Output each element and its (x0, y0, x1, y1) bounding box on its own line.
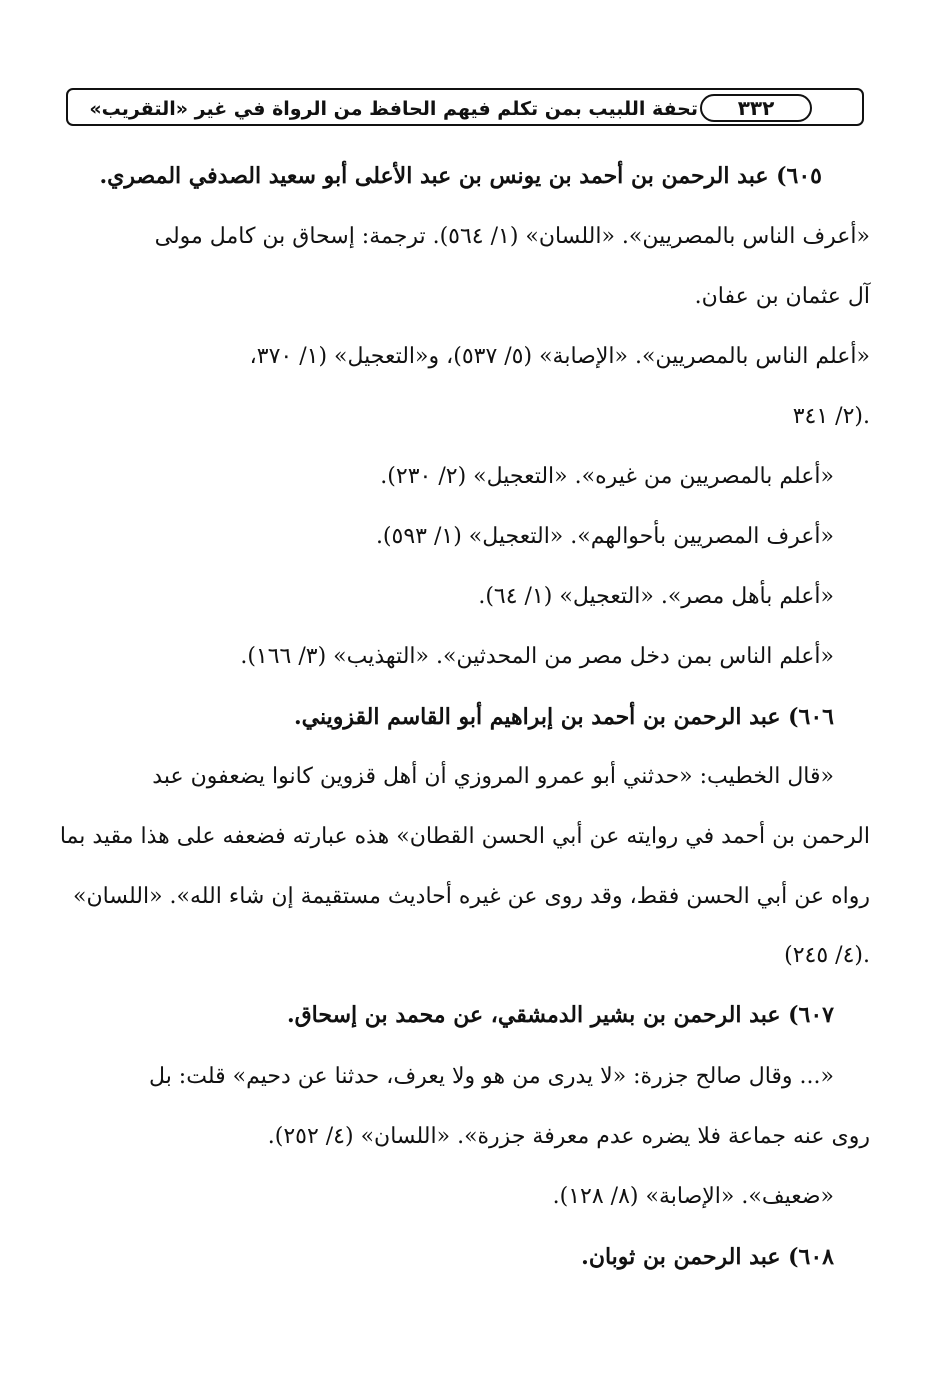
entry-heading-606: ٦٠٦) عبد الرحمن بن أحمد بن إبراهيم أبو القاسم القزويني. (293, 704, 834, 730)
text-line: «أعلم بأهل مصر». «التعجيل» (١/ ٦٤). (478, 584, 834, 609)
text-line: «أعلم الناس بالمصريين». «الإصابة» (٥/ ٥٣٧)، و«التعجيل» (١/ ٣٧٠، (249, 344, 870, 369)
text-line: «أعرف المصريين بأحوالهم». «التعجيل» (١/ ٥٩٣). (375, 524, 834, 549)
text-line: «... وقال صالح جزرة: «لا يدرى من هو ولا يعرف، حدثنا عن دحيم» قلت: بل (149, 1064, 834, 1089)
running-header (66, 88, 864, 126)
book-title: تحفة اللبيب بمن تكلم فيهم الحافظ من الرواة في غير «التقريب» (89, 98, 698, 120)
text-line: «قال الخطيب: «حدثني أبو عمرو المروزي أن أهل قزوين كانوا يضعفون عبد (152, 764, 834, 789)
text-line: رواه عن أبي الحسن فقط، وقد روى عن غيره أحاديث مستقيمة إن شاء الله». «اللسان» (73, 884, 870, 909)
text-line: آل عثمان بن عفان. (694, 284, 870, 309)
text-line: روى عنه جماعة فلا يضره عدم معرفة جزرة». «اللسان» (٤/ ٢٥٢). (267, 1124, 870, 1149)
text-line: الرحمن بن أحمد في روايته عن أبي الحسن القطان» هذه عبارته فضعفه على هذا مقيد بما (59, 824, 870, 849)
text-line: «ضعيف». «الإصابة» (٨/ ١٢٨). (552, 1184, 834, 1209)
entry-heading-607: ٦٠٧) عبد الرحمن بن بشير الدمشقي، عن محمد بن إسحاق. (286, 1002, 834, 1028)
entry-heading-608: ٦٠٨) عبد الرحمن بن ثوبان. (581, 1244, 834, 1270)
text-line: (٤/ ٢٤٥). (784, 943, 870, 968)
text-line: «أعلم الناس بمن دخل مصر من المحدثين». «التهذيب» (٣/ ١٦٦). (240, 644, 834, 669)
page-number-badge: ٣٣٢ (700, 94, 812, 122)
text-line: «أعرف الناس بالمصريين». «اللسان» (١/ ٥٦٤). ترجمة: إسحاق بن كامل مولى (154, 224, 870, 249)
entry-heading-605: ٦٠٥) عبد الرحمن بن أحمد بن يونس بن عبد الأعلى أبو سعيد الصدفي المصري. (99, 163, 822, 189)
text-line: «أعلم بالمصريين من غيره». «التعجيل» (٢/ ٢٣٠). (380, 464, 834, 489)
text-line: ٢/ ٣٤١). (792, 404, 870, 429)
